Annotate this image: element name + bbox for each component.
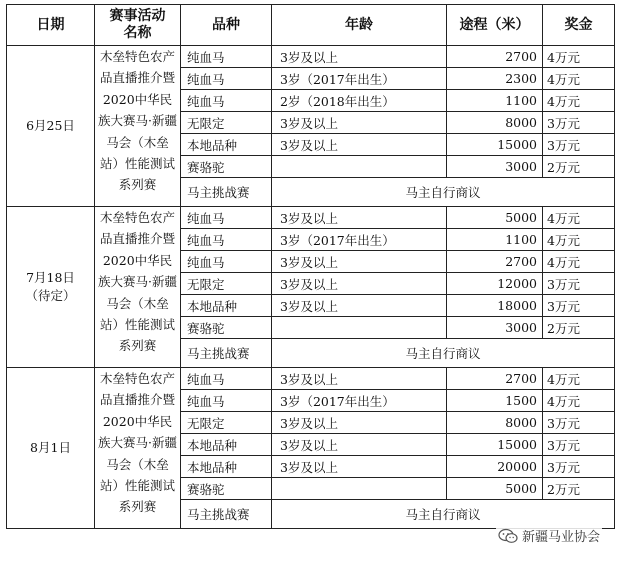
- header-date: 日期: [7, 5, 95, 46]
- prize-cell: 3万元: [543, 456, 615, 478]
- distance-cell: 3000: [447, 317, 543, 339]
- challenge-note-cell: 马主自行商议: [272, 500, 615, 529]
- watermark: [496, 526, 602, 545]
- header-event: 赛事活动名称: [95, 5, 181, 46]
- age-cell: 3岁及以上: [272, 46, 447, 68]
- challenge-kind-cell: 马主挑战赛: [181, 339, 272, 368]
- age-cell: 3岁及以上: [272, 273, 447, 295]
- age-cell: 3岁及以上: [272, 251, 447, 273]
- distance-cell: 3000: [447, 156, 543, 178]
- distance-cell: 8000: [447, 112, 543, 134]
- age-cell: [272, 317, 447, 339]
- kind-cell: 本地品种: [181, 295, 272, 317]
- age-cell: 3岁及以上: [272, 456, 447, 478]
- distance-cell: 2700: [447, 368, 543, 390]
- prize-cell: 3万元: [543, 412, 615, 434]
- prize-cell: 4万元: [543, 207, 615, 229]
- prize-cell: 2万元: [543, 156, 615, 178]
- prize-cell: 4万元: [543, 368, 615, 390]
- prize-cell: 4万元: [543, 68, 615, 90]
- age-cell: [272, 478, 447, 500]
- kind-cell: 本地品种: [181, 456, 272, 478]
- prize-cell: 3万元: [543, 434, 615, 456]
- age-cell: 3岁及以上: [272, 434, 447, 456]
- kind-cell: 纯血马: [181, 251, 272, 273]
- challenge-note-cell: 马主自行商议: [272, 178, 615, 207]
- kind-cell: 本地品种: [181, 434, 272, 456]
- header-distance: 途程（米）: [447, 5, 543, 46]
- prize-cell: 2万元: [543, 478, 615, 500]
- distance-cell: 1500: [447, 390, 543, 412]
- event-name-cell: 木垒特色农产品直播推介暨2020中华民族大赛马·新疆马会（木垒站）性能测试系列赛: [95, 368, 181, 529]
- age-cell: 3岁及以上: [272, 207, 447, 229]
- kind-cell: 无限定: [181, 273, 272, 295]
- kind-cell: 纯血马: [181, 229, 272, 251]
- date-text: 8月1日: [30, 440, 71, 455]
- header-kind: 品种: [181, 5, 272, 46]
- kind-cell: 纯血马: [181, 368, 272, 390]
- kind-cell: 赛骆驼: [181, 317, 272, 339]
- age-cell: 3岁及以上: [272, 112, 447, 134]
- distance-cell: 5000: [447, 478, 543, 500]
- prize-cell: 4万元: [543, 251, 615, 273]
- kind-cell: 赛骆驼: [181, 156, 272, 178]
- age-cell: 2岁（2018年出生）: [272, 90, 447, 112]
- kind-cell: 纯血马: [181, 46, 272, 68]
- distance-cell: 1100: [447, 229, 543, 251]
- event-name-cell: 木垒特色农产品直播推介暨2020中华民族大赛马·新疆马会（木垒站）性能测试系列赛: [95, 207, 181, 368]
- prize-cell: 3万元: [543, 295, 615, 317]
- distance-cell: 2700: [447, 251, 543, 273]
- distance-cell: 1100: [447, 90, 543, 112]
- age-cell: 3岁及以上: [272, 412, 447, 434]
- table-row: [7, 207, 615, 229]
- kind-cell: 本地品种: [181, 134, 272, 156]
- date-cell: [7, 46, 95, 207]
- date-text: 7月18日: [26, 270, 75, 285]
- distance-cell: 5000: [447, 207, 543, 229]
- event-name-cell: 木垒特色农产品直播推介暨2020中华民族大赛马·新疆马会（木垒站）性能测试系列赛: [95, 46, 181, 207]
- date-cell: [7, 368, 95, 529]
- kind-cell: 无限定: [181, 412, 272, 434]
- distance-cell: 2300: [447, 68, 543, 90]
- distance-cell: 15000: [447, 434, 543, 456]
- distance-cell: 2700: [447, 46, 543, 68]
- prize-cell: 4万元: [543, 390, 615, 412]
- age-cell: 3岁及以上: [272, 368, 447, 390]
- kind-cell: 无限定: [181, 112, 272, 134]
- kind-cell: 纯血马: [181, 390, 272, 412]
- prize-cell: 2万元: [543, 317, 615, 339]
- age-cell: 3岁及以上: [272, 295, 447, 317]
- header-age: 年龄: [272, 5, 447, 46]
- challenge-kind-cell: 马主挑战赛: [181, 178, 272, 207]
- prize-cell: 3万元: [543, 112, 615, 134]
- prize-cell: 4万元: [543, 46, 615, 68]
- prize-cell: 3万元: [543, 273, 615, 295]
- race-schedule: [6, 4, 614, 529]
- prize-cell: 4万元: [543, 90, 615, 112]
- age-cell: 3岁及以上: [272, 134, 447, 156]
- header-prize: 奖金: [543, 5, 615, 46]
- table-row: [7, 46, 615, 68]
- kind-cell: 赛骆驼: [181, 478, 272, 500]
- distance-cell: 15000: [447, 134, 543, 156]
- challenge-kind-cell: 马主挑战赛: [181, 500, 272, 529]
- age-cell: [272, 156, 447, 178]
- wechat-icon: [498, 528, 518, 544]
- kind-cell: 纯血马: [181, 207, 272, 229]
- prize-cell: 3万元: [543, 134, 615, 156]
- date-note: （待定）: [25, 288, 76, 303]
- distance-cell: 12000: [447, 273, 543, 295]
- prize-cell: 4万元: [543, 229, 615, 251]
- watermark-text: 新疆马业协会: [521, 530, 600, 545]
- kind-cell: 纯血马: [181, 90, 272, 112]
- table-row: [7, 368, 615, 390]
- distance-cell: 18000: [447, 295, 543, 317]
- kind-cell: 纯血马: [181, 68, 272, 90]
- age-cell: 3岁（2017年出生）: [272, 229, 447, 251]
- date-cell: [7, 207, 95, 368]
- challenge-note-cell: 马主自行商议: [272, 339, 615, 368]
- age-cell: 3岁（2017年出生）: [272, 68, 447, 90]
- distance-cell: 20000: [447, 456, 543, 478]
- date-text: 6月25日: [26, 118, 75, 133]
- header-row: [7, 5, 615, 46]
- distance-cell: 8000: [447, 412, 543, 434]
- schedule-table: [6, 4, 615, 529]
- age-cell: 3岁（2017年出生）: [272, 390, 447, 412]
